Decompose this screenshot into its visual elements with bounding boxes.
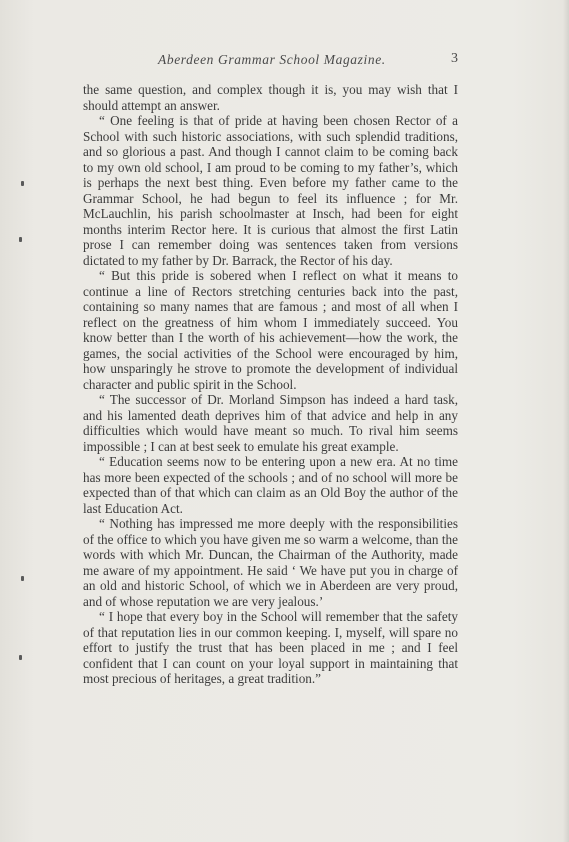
running-title: Aberdeen Grammar School Magazine. <box>158 52 386 67</box>
paragraph: “ The successor of Dr. Morland Simpson has indeed a hard task, and his lamented death deprives him of that advice and help in any difficulties which would have meant so much. To rival him seems impossible ; I can at best seek to emulate his great example. <box>83 392 458 454</box>
paragraph: the same question, and complex though it is, you may wish that I should attempt an answer. <box>83 82 458 113</box>
paragraph: “ I hope that every boy in the School will remember that the safety of that reputation lies in our common keeping. I, myself, will spare no effort to justify the trust that has been placed in me ; and I feel confident that I can count on your loyal support in maintaining that most precious of heritages, a great tradition.” <box>83 609 458 686</box>
paragraph: “ One feeling is that of pride at having been chosen Rector of a School with such historic associations, with such splendid traditions, and so glorious a past. And though I cannot claim to be coming back to my own old school, I am proud to be coming to my father’s, which is perhaps the next best thing. Even before my father came to the Grammar School, he had begun to feel its influence ; for Mr. McLauchlin, his parish schoolmaster at Insch, had been for eight months interim Rector here. It is curious that almost the first Latin prose I can remember doing was sentences taken from versions dictated to my father by Dr. Barrack, the Rector of his day. <box>83 113 458 268</box>
article-body <box>83 82 458 687</box>
margin-mark <box>19 237 22 242</box>
margin-mark <box>21 576 24 581</box>
paragraph: “ But this pride is sobered when I reflect on what it means to continue a line of Rectors stretching centuries back into the past, containing so many names that are famous ; and most of all when I reflect on the greatness of him whom I immediately succeed. You know better than I the worth of his achievement—how the work, the games, the social activities of the School were encouraged by him, how unsparingly he strove to promote the development of individual character and public spirit in the School. <box>83 268 458 392</box>
margin-mark <box>21 181 24 186</box>
page-edge-shadow <box>563 0 569 842</box>
page-number: 3 <box>451 51 458 66</box>
paragraph: “ Education seems now to be entering upon a new era. At no time has more been expected of the schools ; and of no school will more be expected than of that which can claim as an Old Boy the author of the last Education Act. <box>83 454 458 516</box>
paragraph: “ Nothing has impressed me more deeply with the responsibilities of the office to which you have given me so warm a welcome, than the words with which Mr. Duncan, the Chairman of the Authority, made me aware of my appointment. He said ‘ We have put you in charge of an old and historic School, of which we in Aberdeen are very proud, and of whose reputation we are very jealous.’ <box>83 516 458 609</box>
margin-mark <box>19 655 22 660</box>
running-header <box>84 52 458 72</box>
